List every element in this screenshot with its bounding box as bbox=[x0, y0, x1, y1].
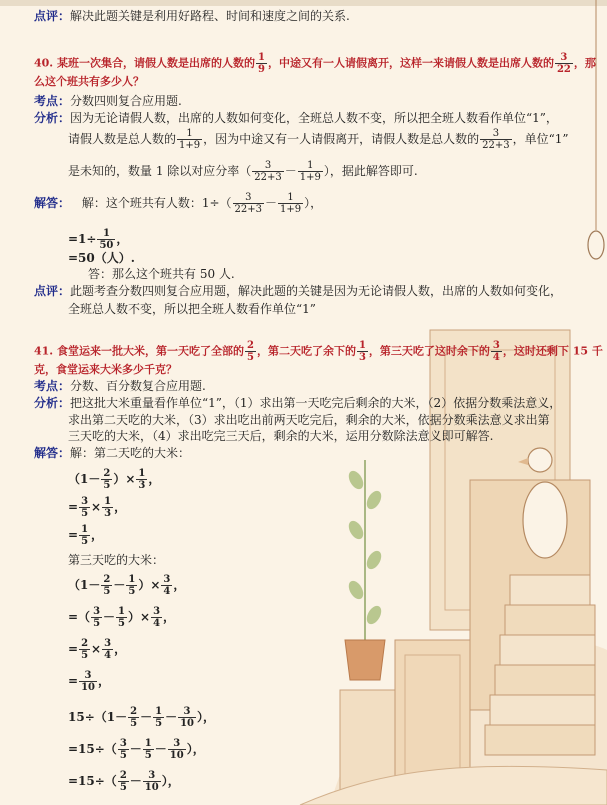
q40-sol-line3: =50（人）. bbox=[68, 251, 135, 265]
q40-dianping-line1 bbox=[34, 283, 562, 299]
q41-step7 bbox=[68, 606, 175, 629]
q40-kaodian bbox=[34, 93, 182, 109]
den: 1+9 bbox=[179, 140, 201, 151]
num: 1 bbox=[138, 468, 146, 479]
frac bbox=[79, 638, 90, 661]
t: － bbox=[140, 710, 153, 724]
num: 3 bbox=[233, 192, 264, 204]
frac bbox=[79, 524, 90, 547]
q40-fraction-2 bbox=[555, 52, 573, 75]
frac bbox=[143, 770, 161, 793]
q41-step10 bbox=[68, 706, 215, 729]
num: 3 bbox=[104, 638, 112, 649]
q40-stem-b: ，中途又有一人请假离开，这样一来请假人数是出席人数的 bbox=[267, 56, 554, 70]
num: 3 bbox=[480, 128, 511, 140]
t: × bbox=[91, 500, 102, 514]
t: =15÷（ bbox=[68, 742, 117, 756]
den: 5 bbox=[81, 650, 89, 661]
frac bbox=[79, 496, 90, 519]
den: 4 bbox=[163, 586, 171, 597]
num: 3 bbox=[153, 606, 161, 617]
minus: － bbox=[265, 196, 278, 210]
t: ）× bbox=[128, 610, 151, 624]
den: 5 bbox=[103, 586, 111, 597]
den: 5 bbox=[118, 618, 126, 629]
num: 1 bbox=[298, 160, 323, 172]
q40-number: 40. bbox=[34, 56, 54, 70]
q40-fenxi-frac-3 bbox=[252, 160, 283, 183]
q41-jieda-line1 bbox=[34, 445, 190, 461]
num: 3 bbox=[252, 160, 283, 172]
q40-sol-frac-3 bbox=[97, 228, 115, 251]
t: = bbox=[68, 500, 79, 514]
q40-dianping-label: 点评： bbox=[34, 284, 71, 298]
q40-kaodian-text: 分数四则复合应用题. bbox=[70, 94, 182, 108]
frac bbox=[116, 606, 127, 629]
q40-f2-den: 22 bbox=[556, 64, 571, 75]
frac bbox=[136, 468, 147, 491]
frac bbox=[143, 738, 154, 761]
q40-fenxi-2c: ，单位“1” bbox=[512, 132, 569, 146]
num: 1 bbox=[278, 192, 303, 204]
t: ， bbox=[91, 528, 104, 542]
den: 5 bbox=[155, 718, 163, 729]
q40-fenxi-line3 bbox=[68, 160, 418, 183]
previous-comment-line bbox=[34, 8, 350, 24]
num: 3 bbox=[119, 738, 127, 749]
den: 5 bbox=[246, 352, 254, 363]
q40-sol-line2 bbox=[68, 228, 128, 251]
q40-answer: 答：那么这个班共有 50 人. bbox=[88, 267, 235, 281]
q40-dianping-1: 此题考查分数四则复合应用题，解决此题的关键是因为无论请假人数，出席的人数如何变化， bbox=[70, 284, 563, 298]
q41-stem-a: 食堂运来一批大米，第一天吃了全部的 bbox=[56, 344, 244, 358]
t: － bbox=[129, 774, 142, 788]
q40-fenxi-3b: ），据此解答即可. bbox=[323, 164, 418, 178]
q41-step3 bbox=[68, 496, 126, 519]
q40-fenxi-frac-4 bbox=[298, 160, 323, 183]
q41-step5: 第三天吃的大米： bbox=[68, 553, 165, 567]
den: 1+9 bbox=[299, 172, 321, 183]
t: ， bbox=[173, 578, 186, 592]
q41-jieda-label: 解答： bbox=[34, 446, 71, 460]
q41-stem-c: ，第三天吃了这时余下的 bbox=[368, 344, 490, 358]
q40-kaodian-label: 考点： bbox=[34, 94, 71, 108]
den: 10 bbox=[81, 682, 95, 693]
den: 10 bbox=[144, 782, 159, 793]
q40-jieda-label: 解答： bbox=[34, 196, 71, 210]
den: 5 bbox=[81, 536, 89, 547]
den: 50 bbox=[99, 240, 114, 251]
den: 5 bbox=[93, 618, 101, 629]
t: ）× bbox=[138, 578, 161, 592]
q40-stem-line1 bbox=[34, 52, 596, 75]
t: ， bbox=[114, 500, 127, 514]
num: 1 bbox=[81, 524, 89, 535]
frac bbox=[153, 706, 164, 729]
frac bbox=[151, 606, 162, 629]
den: 5 bbox=[119, 782, 127, 793]
num: 3 bbox=[143, 770, 161, 782]
q40-dianping-line2: 全班总人数不变，所以把全班人数看作单位“1” bbox=[68, 302, 316, 316]
num: 2 bbox=[119, 770, 127, 781]
q40-jieda-line1 bbox=[34, 192, 322, 215]
num: 1 bbox=[358, 340, 366, 351]
t: ， bbox=[148, 472, 161, 486]
t: × bbox=[91, 642, 102, 656]
t: － bbox=[165, 710, 178, 724]
q40-sol1a: 解：这个班共有人数：1÷（ bbox=[81, 196, 232, 210]
num: 3 bbox=[178, 706, 196, 718]
q40-sol2b: ， bbox=[116, 232, 129, 246]
den: 5 bbox=[103, 480, 111, 491]
q40-stem-line2 bbox=[34, 74, 144, 90]
num: 1 bbox=[118, 606, 126, 617]
q41-step12 bbox=[68, 770, 180, 793]
den: 5 bbox=[119, 750, 127, 761]
num: 2 bbox=[81, 638, 89, 649]
q41-step8 bbox=[68, 638, 126, 661]
q40-fenxi-1: 因为无论请假人数，出席的人数如何变化，全班总人数不变，所以把全班人数看作单位“1”， bbox=[70, 111, 558, 125]
num: 1 bbox=[155, 706, 163, 717]
num: 2 bbox=[246, 340, 254, 351]
q40-f2-num: 3 bbox=[555, 52, 573, 64]
q41-fenxi-line2: 求出第二天吃的大米，（3）求出吃出前两天吃完后，剩余的大米，依据分数乘法意义求出第 bbox=[68, 413, 550, 427]
q41-stem-d: ，这时还剩下 15 千 bbox=[502, 344, 603, 358]
t: － bbox=[154, 742, 167, 756]
num: 1 bbox=[97, 228, 115, 240]
q41-fenxi-1: 把这批大米重量看作单位“1”，（1）求出第一天吃完后剩余的大米，（2）依据分数乘法意义， bbox=[70, 396, 562, 410]
q40-fenxi-line1 bbox=[34, 110, 558, 126]
q41-s1: 解：第二天吃的大米： bbox=[70, 446, 191, 460]
q41-step4 bbox=[68, 524, 103, 547]
den: 4 bbox=[153, 618, 161, 629]
q40-sol1b: ）， bbox=[304, 196, 323, 210]
num: 2 bbox=[103, 468, 111, 479]
q40-fenxi-2a: 请假人数是总人数的 bbox=[68, 132, 177, 146]
t: （1－ bbox=[68, 578, 101, 592]
frac bbox=[118, 770, 129, 793]
den: 4 bbox=[104, 650, 112, 661]
q41-number: 41. bbox=[34, 344, 54, 358]
q40-f1-num: 1 bbox=[257, 52, 265, 63]
den: 22+3 bbox=[482, 140, 510, 151]
q40-fenxi-2b: ，因为中途又有一人请假离开，请假人数是总人数的 bbox=[203, 132, 480, 146]
q41-kaodian-label: 考点： bbox=[34, 379, 71, 393]
frac bbox=[101, 574, 112, 597]
q40-sol2a: =1÷ bbox=[68, 232, 97, 246]
t: － bbox=[129, 742, 142, 756]
t: ）× bbox=[113, 472, 136, 486]
q41-stem-line1 bbox=[34, 340, 603, 363]
q41-fraction-2 bbox=[357, 340, 368, 363]
den: 22+3 bbox=[254, 172, 282, 183]
t: ）， bbox=[186, 742, 205, 756]
t: = bbox=[68, 674, 79, 688]
t: ）， bbox=[197, 710, 216, 724]
frac bbox=[118, 738, 129, 761]
num: 1 bbox=[104, 496, 112, 507]
q40-fenxi-frac-1 bbox=[177, 128, 202, 151]
q41-fenxi-line3: 三天吃的大米，（4）求出吃完三天后，剩余的大米，运用分数除法意义即可解答. bbox=[68, 429, 494, 443]
den: 5 bbox=[81, 508, 89, 519]
t: ）， bbox=[161, 774, 180, 788]
t: = bbox=[68, 528, 79, 542]
frac bbox=[168, 738, 186, 761]
num: 3 bbox=[81, 496, 89, 507]
t: － bbox=[103, 610, 116, 624]
den: 10 bbox=[169, 750, 184, 761]
t: － bbox=[113, 578, 126, 592]
den: 5 bbox=[130, 718, 138, 729]
q40-sol-frac-2 bbox=[278, 192, 303, 215]
den: 4 bbox=[492, 352, 500, 363]
num: 1 bbox=[128, 574, 136, 585]
q40-fenxi-3a: 是未知的，数量 1 除以对应分率（ bbox=[68, 164, 252, 178]
frac bbox=[102, 496, 113, 519]
frac bbox=[101, 468, 112, 491]
num: 3 bbox=[93, 606, 101, 617]
t: 15÷（1－ bbox=[68, 710, 128, 724]
frac bbox=[91, 606, 102, 629]
comment-text: 解决此题关键是利用好路程、时间和速度之间的关系. bbox=[70, 9, 350, 23]
q41-fenxi-line1 bbox=[34, 395, 561, 411]
num: 2 bbox=[130, 706, 138, 717]
q41-fraction-1 bbox=[245, 340, 256, 363]
q41-step6 bbox=[68, 574, 185, 597]
q41-kaodian-text: 分数、百分数复合应用题. bbox=[70, 379, 206, 393]
den: 10 bbox=[180, 718, 194, 729]
frac bbox=[161, 574, 172, 597]
den: 3 bbox=[358, 352, 366, 363]
num: 3 bbox=[79, 670, 97, 682]
num: 2 bbox=[103, 574, 111, 585]
q40-stem-a: 某班一次集合，请假人数是出席的人数的 bbox=[56, 56, 255, 70]
minus: － bbox=[284, 164, 297, 178]
q40-stem-d: 么这个班共有多少人？ bbox=[34, 75, 144, 88]
t: ， bbox=[114, 642, 127, 656]
frac bbox=[79, 670, 97, 693]
t: （1－ bbox=[68, 472, 101, 486]
frac bbox=[102, 638, 113, 661]
q41-kaodian bbox=[34, 378, 206, 394]
den: 3 bbox=[104, 508, 112, 519]
frac bbox=[128, 706, 139, 729]
q40-f1-den: 9 bbox=[257, 64, 265, 75]
t: =15÷（ bbox=[68, 774, 117, 788]
t: =（ bbox=[68, 610, 91, 624]
t: = bbox=[68, 642, 79, 656]
num: 1 bbox=[144, 738, 152, 749]
t: ， bbox=[97, 674, 110, 688]
q40-fraction-1 bbox=[256, 52, 267, 75]
q40-fenxi-line2 bbox=[68, 128, 569, 151]
frac bbox=[126, 574, 137, 597]
den: 1+9 bbox=[280, 204, 302, 215]
q41-step2 bbox=[68, 468, 160, 491]
den: 3 bbox=[138, 480, 146, 491]
num: 1 bbox=[177, 128, 202, 140]
q41-stem-line2: 克，食堂运来大米多少千克？ bbox=[34, 363, 177, 376]
num: 3 bbox=[163, 574, 171, 585]
q40-fenxi-label: 分析： bbox=[34, 111, 71, 125]
num: 3 bbox=[168, 738, 186, 750]
q41-fraction-3 bbox=[491, 340, 502, 363]
den: 5 bbox=[128, 586, 136, 597]
frac bbox=[178, 706, 196, 729]
den: 5 bbox=[144, 750, 152, 761]
q40-stem-c: ，那 bbox=[573, 56, 596, 70]
comment-label: 点评： bbox=[34, 9, 71, 23]
den: 22+3 bbox=[234, 204, 263, 215]
q41-stem-b: ，第二天吃了余下的 bbox=[256, 344, 356, 358]
num: 3 bbox=[492, 340, 500, 351]
t: ， bbox=[163, 610, 176, 624]
q41-step11 bbox=[68, 738, 205, 761]
q41-step9 bbox=[68, 670, 110, 693]
q40-sol-frac-1 bbox=[233, 192, 264, 215]
q40-fenxi-frac-2 bbox=[480, 128, 511, 151]
q41-fenxi-label: 分析： bbox=[34, 396, 71, 410]
